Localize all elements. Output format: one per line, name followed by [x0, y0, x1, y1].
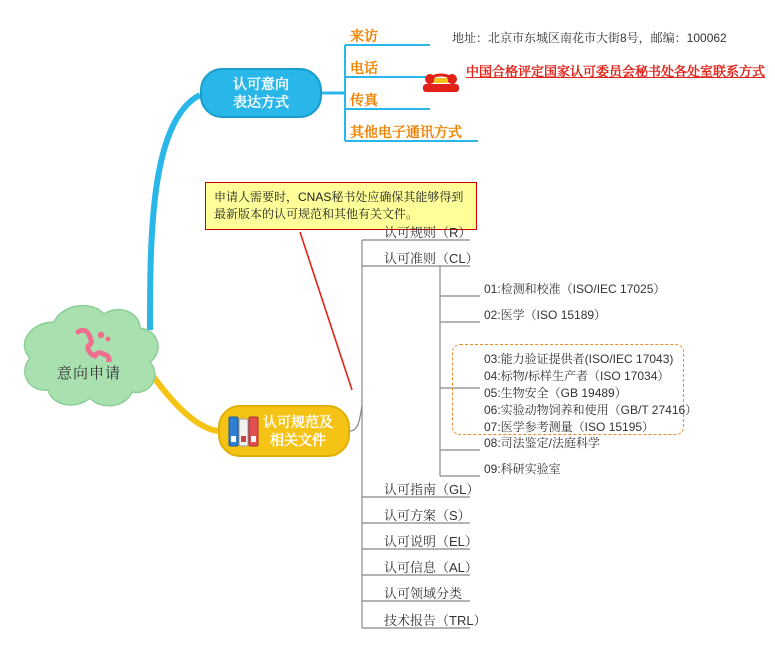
note-line-1: 申请人需要时，CNAS秘书处应确保其能够得到 — [214, 190, 464, 204]
leaf-phone-label[interactable]: 电话 — [350, 60, 378, 76]
branch-documents-label-line2: 相关文件 — [270, 432, 326, 448]
leaf-cl-01-label[interactable]: 01:检测和校准（ISO/IEC 17025） — [484, 282, 666, 296]
leaf-technical-report-label[interactable]: 技术报告（TRL） — [384, 613, 487, 628]
leaf-cl-06-label[interactable]: 06:实验动物饲养和使用（GB/T 27416） — [484, 403, 698, 417]
leaf-cl-08-label[interactable]: 08:司法鉴定/法庭科学 — [484, 436, 601, 450]
root-node[interactable] — [14, 300, 164, 410]
leaf-cl-04-label[interactable]: 04:标物/标样生产者（ISO 17034） — [484, 369, 670, 383]
leaf-field-classification-label[interactable]: 认可领域分类 — [384, 586, 463, 601]
leaf-scheme-label[interactable]: 认可方案（S） — [384, 508, 471, 523]
leaf-cl-05-label[interactable]: 05:生物安全（GB 19489） — [484, 386, 627, 400]
branch-expression-label-line1: 认可意向 — [233, 76, 289, 92]
leaf-criteria-label[interactable]: 认可准则（CL） — [384, 251, 479, 266]
folder-icon — [228, 414, 264, 448]
branch-documents-label-line1: 认可规范及 — [263, 414, 333, 430]
note-line-2: 最新版本的认可规范和其他有关文件。 — [214, 207, 419, 221]
telephone-icon — [421, 66, 461, 94]
leaf-rules-label[interactable]: 认可规则（R） — [384, 225, 472, 240]
leaf-fax-label[interactable]: 传真 — [350, 92, 378, 108]
leaf-guide-label[interactable]: 认可指南（GL） — [384, 482, 480, 497]
root-label: 意向申请 — [56, 365, 121, 382]
leaf-information-label[interactable]: 认可信息（AL） — [384, 560, 478, 575]
leaf-cl-03-label[interactable]: 03:能力验证提供者(ISO/IEC 17043) — [484, 352, 674, 366]
leaf-visit-label[interactable]: 来访 — [350, 28, 378, 44]
leaf-other-electronic-label[interactable]: 其他电子通讯方式 — [350, 124, 462, 140]
leaf-explanation-label[interactable]: 认可说明（EL） — [384, 534, 478, 549]
leaf-cl-02-label[interactable]: 02:医学（ISO 15189） — [484, 308, 607, 322]
leaf-cl-07-label[interactable]: 07:医学参考测量（ISO 15195） — [484, 420, 655, 434]
visit-address-detail: 地址：北京市东城区南花市大街8号，邮编：100062 — [452, 31, 727, 45]
branch-expression-label-line2: 表达方式 — [233, 94, 289, 110]
phone-heart-icon — [72, 328, 112, 362]
leaf-cl-09-label[interactable]: 09:科研实验室 — [484, 462, 561, 476]
branch-expression-node[interactable] — [200, 68, 322, 118]
phone-contact-link[interactable]: 中国合格评定国家认可委员会秘书处各处室联系方式 — [466, 64, 766, 79]
